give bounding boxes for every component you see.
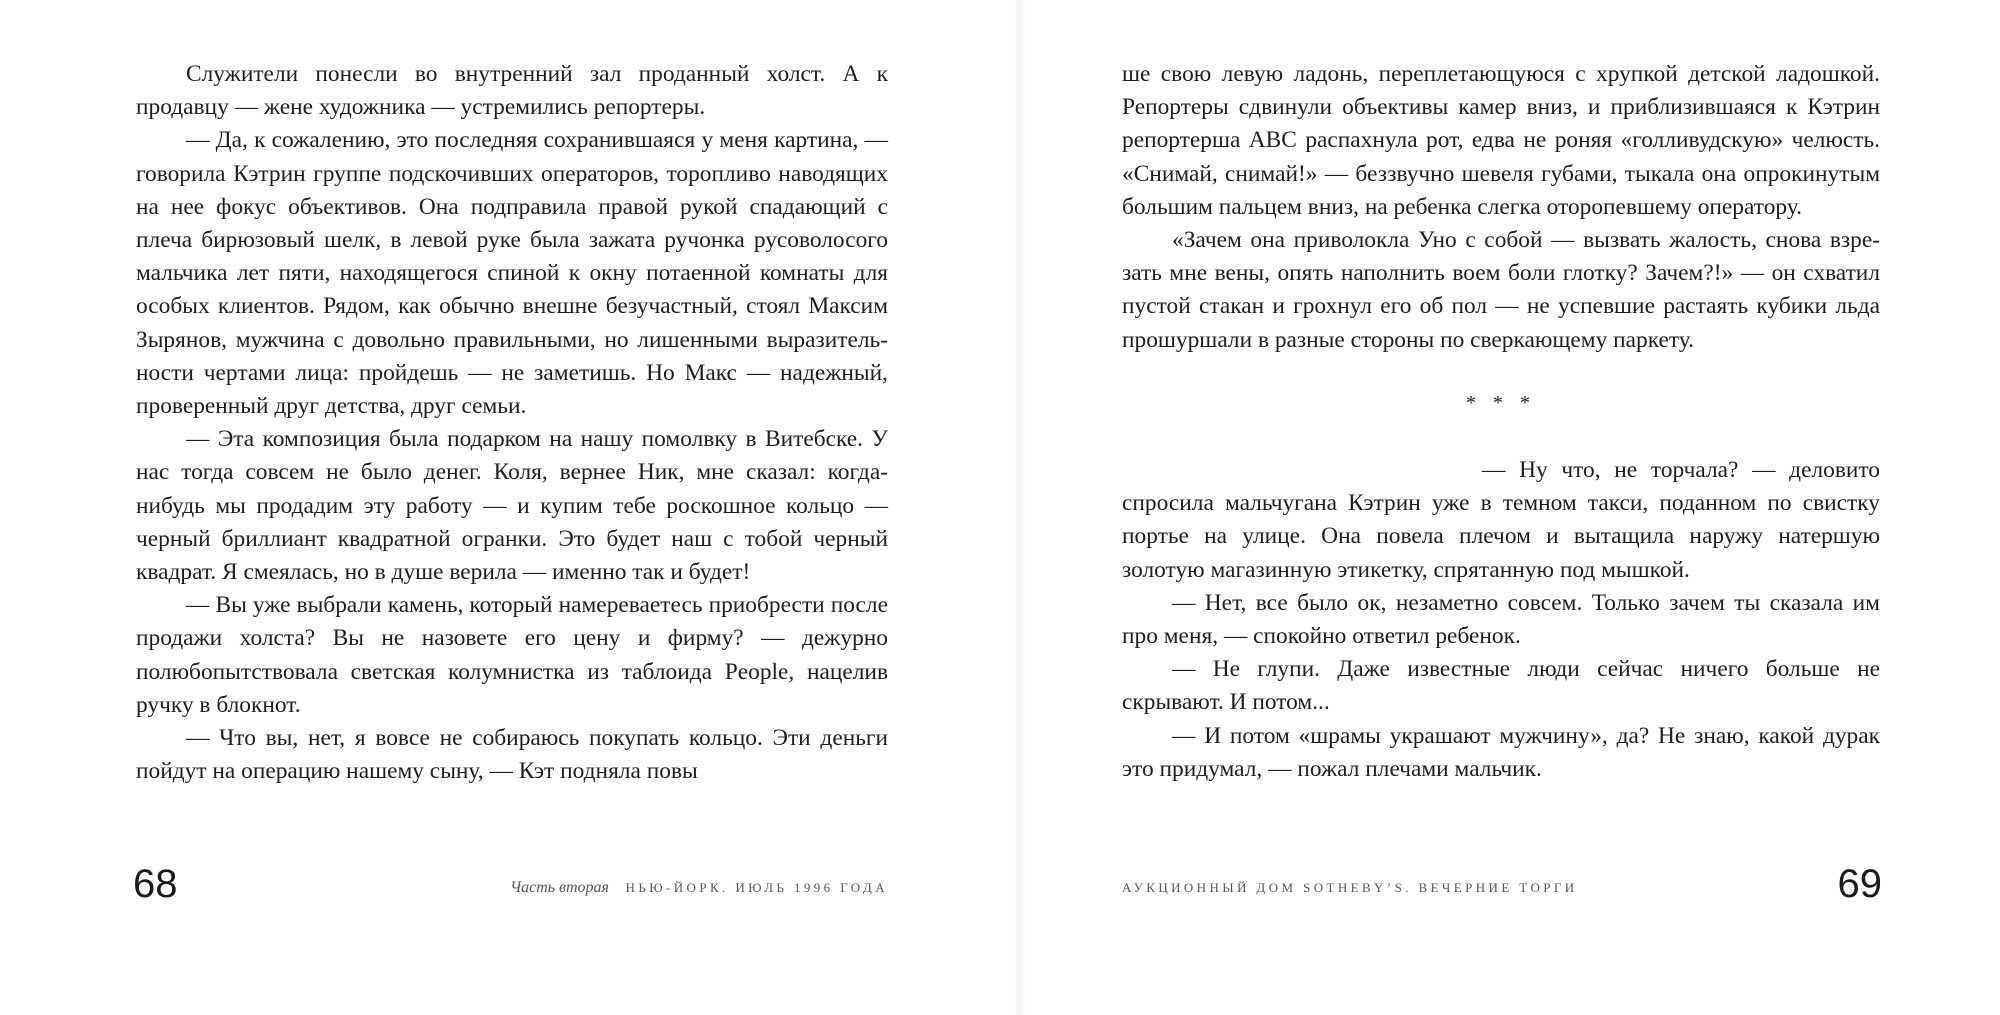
paragraph: — Вы уже выбрали камень, который намереваетесь приобрести после продажи холста? Вы не назовете его цену и фирму? — дежурно полюбопытствовала светская колумнистка из таблоида People, нацелив ручку в блокнот.: [136, 592, 888, 718]
running-head-title: АУКЦИОННЫЙ ДОМ SOTHEBY’S. ВЕЧЕРНИЕ ТОРГИ: [1122, 880, 1578, 895]
paragraph: — Что вы, нет, я вовсе не собираюсь покупать кольцо. Эти деньги пойдут на операцию нашему сыну, — Кэт подняла повы: [136, 725, 888, 785]
paragraph: — Ну что, не торчала? — деловито спросила мальчугана Кэтрин уже в темном такси, поданном по свистку портье на улице. Она повела плечом и вытащила наружу натершую золотую магазинную этикетку, спрятанную под мышкой.: [1122, 457, 1880, 583]
paragraph: — Нет, все было ок, незаметно совсем. Только зачем ты сказала им про меня, — спокойно ответил ребенок.: [1122, 589, 1880, 650]
running-head-title: НЬЮ-ЙОРК. ИЮЛЬ 1996 ГОДА: [625, 880, 888, 895]
paragraph: ше свою левую ладонь, переплетающуюся с хрупкой детской ладошкой. Репортеры сдвинули объективы камер вниз, и приблизившаяся к Кэтрин репортерша ABC распахнула рот, едва не роняя «голливудскую» челюсть. «Снимай, снимай!» — беззвучно шевеля губами, тыкала она опрокинутым большим пальцем вниз, на ребенка слегка оторопевшему оператору.: [1122, 61, 1880, 220]
paragraph: — Эта композиция была подарком на нашу помолвку в Витебске. У нас тогда совсем не было денег. Коля, вернее Ник, мне сказал: когда-нибудь мы продадим эту работу — и купим тебе роскошное кольцо — черный бриллиант квадратной огранки. Это будет наш с тобой черный квадрат. Я смеялась, но в душе верила — именно так и будет!: [136, 426, 888, 586]
page-number: 68: [133, 862, 178, 906]
paragraph: — И потом «шрамы украшают мужчину», да? Не знаю, какой дурак это придумал, — пожал плечами мальчик.: [1122, 722, 1880, 782]
left-page-text: [136, 58, 888, 788]
right-page-text: [1122, 58, 1880, 786]
running-head-section: Часть вторая: [510, 879, 609, 896]
paragraph: — Не глупи. Даже известные люди сейчас ничего больше не скрывают. И потом...: [1122, 656, 1880, 716]
running-head: [510, 878, 888, 898]
section-break: * * *: [1466, 391, 1536, 414]
right-page: [1012, 0, 2000, 1015]
paragraph: Служители понесли во внутренний зал проданный холст. А к продавцу — жене художника — устремились репортеры.: [136, 61, 888, 121]
running-head: [1122, 878, 1578, 898]
paragraph: — Да, к сожалению, это последняя сохранившаяся у меня картина, — говорила Кэтрин группе подскочивших операторов, торопливо наводящих на нее фокус объективов. Она подправила правой рукой спадающий с плеча бирюзовый шелк, в левой руке была зажата ручонка русоволосого мальчика лет пяти, находящегося спиной к окну потаенной комнаты для особых клиентов. Рядом, как обычно внешне безучастный, стоял Максим Зырянов, мужчина с довольно правильными, но лишенными выразительности чертами лица: пройдешь — не заметишь. Но Макс — надежный, проверенный друг детства, друг семьи.: [136, 127, 888, 420]
paragraph: «Зачем она приволокла Уно с собой — вызвать жалость, снова взрезать мне вены, опять наполнить воем боли глотку? Зачем?!» — он схватил пустой стакан и грохнул его об пол — не успевшие растаять кубики льда прошуршали в разные стороны по сверкающему паркету.: [1122, 227, 1880, 353]
page-number: 69: [1837, 862, 1882, 906]
